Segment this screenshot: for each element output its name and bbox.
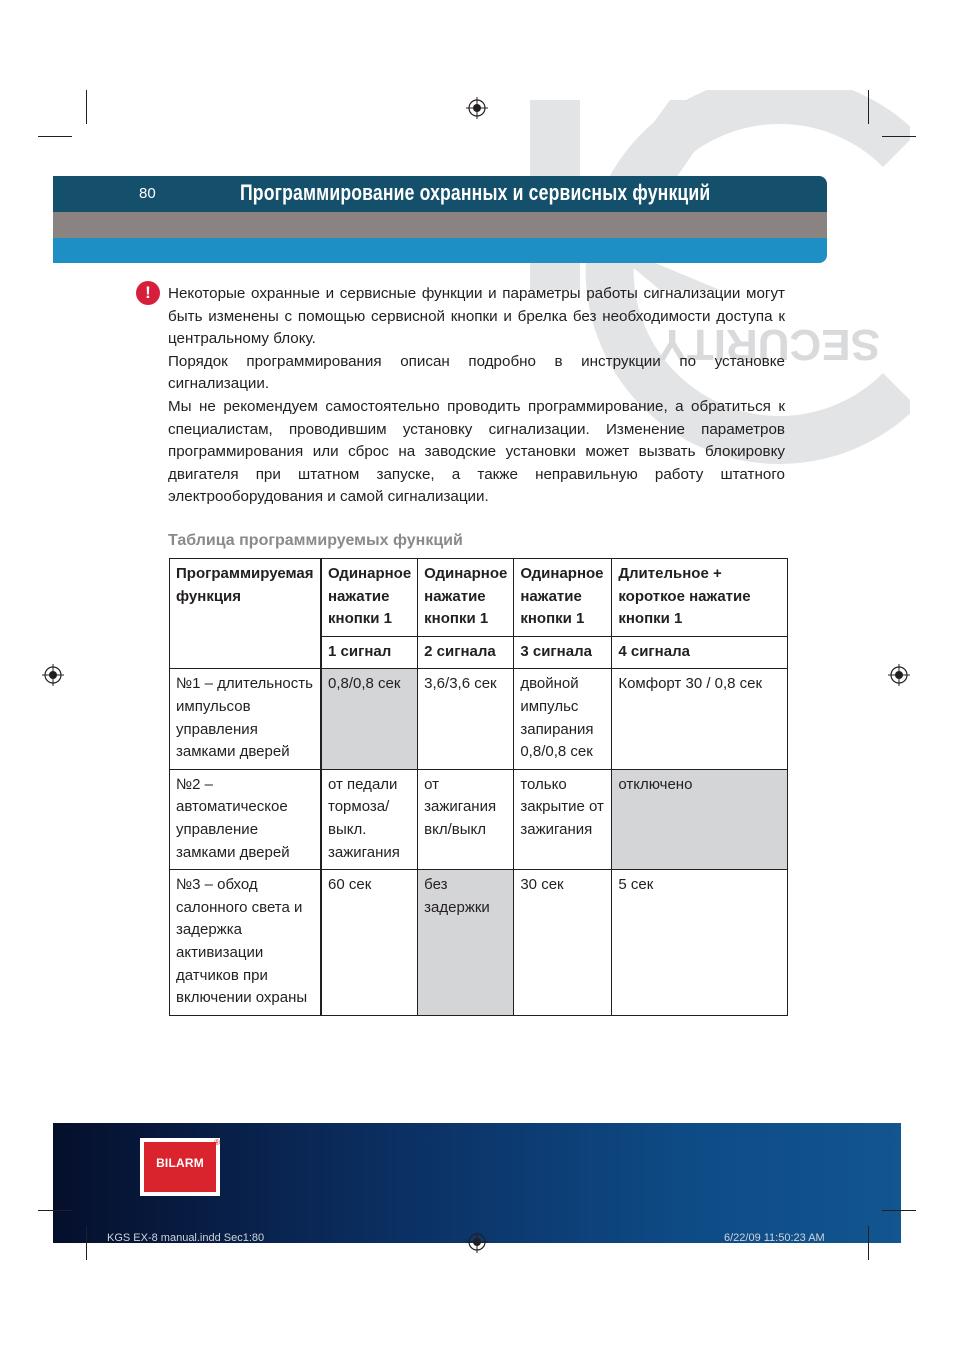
value-cell: без задержки [418, 870, 514, 1016]
value-cell: только закрытие от зажигания [514, 769, 612, 869]
intro-paragraph: Некоторые охранные и сервисные функции и параметры работы сигнализации могут быть изменены с помощью сервисной кнопки и брелка без необходимости доступа к центральному блоку. [168, 285, 785, 348]
value-cell: Комфорт 30 / 0,8 сек [612, 669, 788, 769]
slug-timestamp: 6/22/09 11:50:23 AM [724, 1232, 825, 1244]
function-cell: №3 – обход салонного света и задержка активизации датчиков при включении охраны [170, 870, 322, 1016]
value-cell: 30 сек [514, 870, 612, 1016]
crop-mark [868, 90, 869, 124]
value-cell: 60 сек [321, 870, 418, 1016]
value-cell: 3,6/3,6 сек [418, 669, 514, 769]
crop-mark [882, 1210, 916, 1211]
value-cell: отключено [612, 769, 788, 869]
value-cell: 5 сек [612, 870, 788, 1016]
crop-mark [882, 136, 916, 137]
value-cell: от педали тормоза/ выкл. зажигания [321, 769, 418, 869]
crop-mark [868, 1226, 869, 1260]
bilarm-logo [140, 1138, 220, 1196]
intro-paragraph: Мы не рекомендуем самостоятельно проводить программирование, а обратиться к специалистам, проводившим установку сигнализации. Изменение параметров программирования или сброс на заводские установки может вызвать блокировку двигателя при штатном запуске, а также неправильную работу штатного электрооборудования и самой сигнализации. [168, 397, 785, 506]
table-header-cell: Одинарное нажатие кнопки 1 [514, 559, 612, 637]
registration-mark-icon [888, 664, 910, 686]
signal-cell: 1 сигнал [321, 636, 418, 669]
crop-mark [86, 1226, 87, 1260]
registration-mark-icon [466, 1231, 488, 1253]
table-title: Таблица программируемых функций [168, 532, 463, 549]
table-header-cell: Программируемая функция [170, 559, 322, 669]
table-header-row [170, 559, 788, 637]
signal-cell: 2 сигнала [418, 636, 514, 669]
value-cell: от зажигания вкл/выкл [418, 769, 514, 869]
slug-filename: KGS EX-8 manual.indd Sec1:80 [107, 1232, 265, 1244]
logo-text: BILARM [156, 1156, 204, 1170]
header-stripe-gray [53, 212, 827, 238]
signal-cell: 3 сигнала [514, 636, 612, 669]
table-header-cell: Одинарное нажатие кнопки 1 [418, 559, 514, 637]
function-cell: №1 – длительность импульсов управления замками дверей [170, 669, 322, 769]
registration-mark-icon [466, 97, 488, 119]
page-number: 80 [139, 185, 156, 202]
registered-mark: ® [214, 1138, 220, 1147]
table-header-cell: Длительное + короткое нажатие кнопки 1 [612, 559, 788, 637]
warning-icon: ! [136, 281, 160, 305]
registration-mark-icon [42, 664, 64, 686]
intro-text [168, 283, 785, 509]
value-cell: двойной импульс запирания 0,8/0,8 сек [514, 669, 612, 769]
table-row [170, 870, 788, 1016]
signal-cell: 4 сигнала [612, 636, 788, 669]
header-stripe-blue [53, 238, 827, 263]
crop-mark [38, 136, 72, 137]
table-row [170, 769, 788, 869]
page-title: Программирование охранных и сервисных функций [240, 180, 711, 205]
functions-table [169, 558, 788, 1016]
table-header-cell: Одинарное нажатие кнопки 1 [321, 559, 418, 637]
function-cell: №2 – автоматическое управление замками дверей [170, 769, 322, 869]
svg-text:SECURITY: SECURITY [657, 320, 880, 369]
table-row [170, 669, 788, 769]
value-cell: 0,8/0,8 сек [321, 669, 418, 769]
intro-paragraph: Порядок программирования описан подробно в инструкции по установке сигнализации. [168, 352, 785, 393]
crop-mark [86, 90, 87, 124]
crop-mark [38, 1210, 72, 1211]
